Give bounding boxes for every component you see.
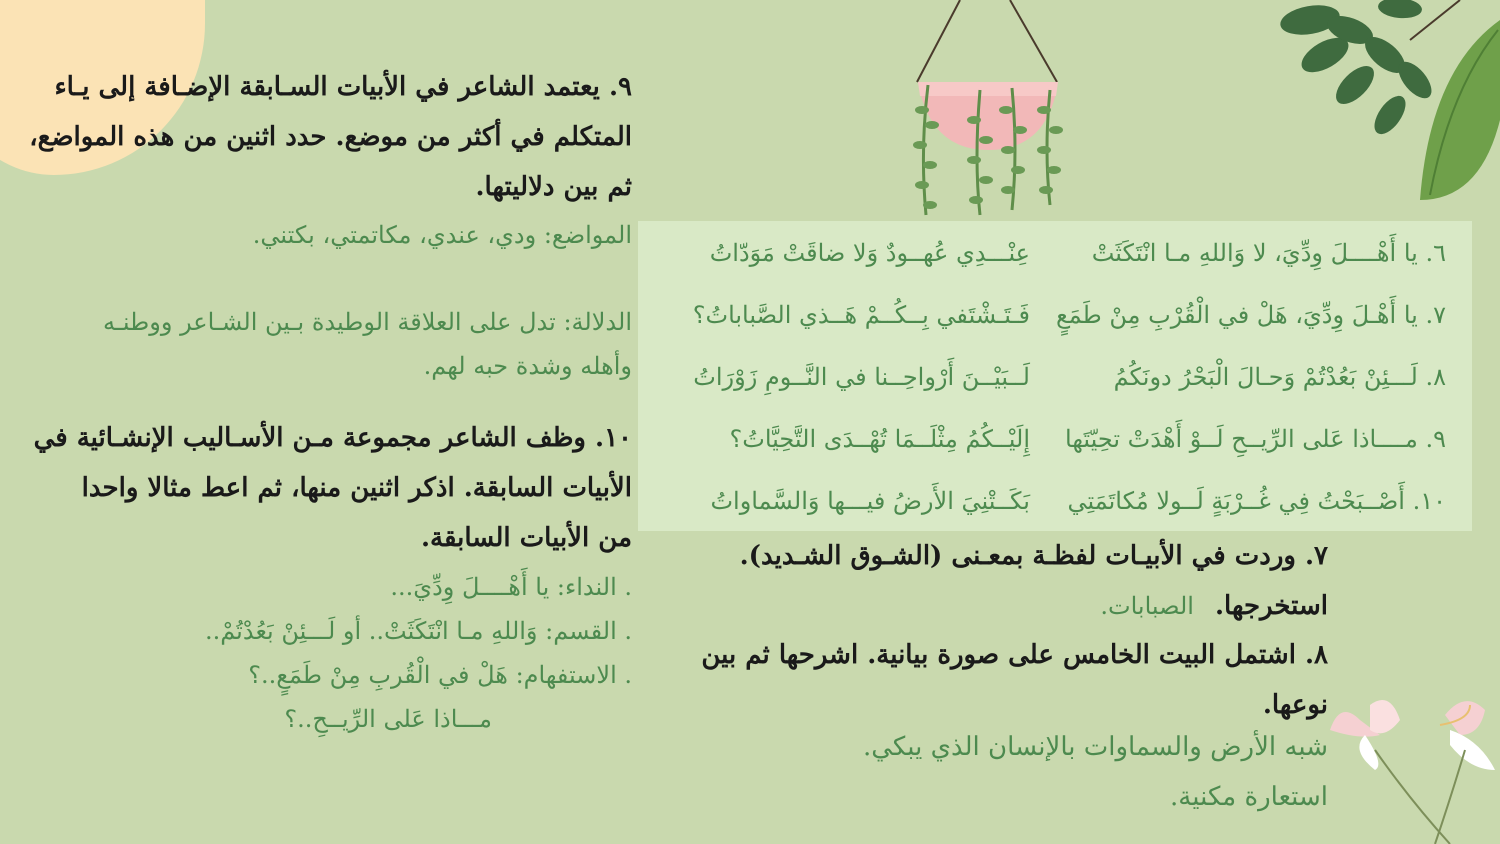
poem-verse: [638, 221, 1472, 283]
answer-7: الصبابات.: [1100, 592, 1194, 620]
answer-10-line: . القسم: وَاللهِ مـا انْتَكَثَتْ.. أو لَـــئِنْ بَعُدْتُمْ..: [204, 617, 632, 645]
poem-verse: [638, 283, 1472, 345]
question-9: [12, 62, 632, 212]
answer-8-line: شبه الأرض والسماوات بالإنسان الذي يبكي.: [863, 732, 1328, 762]
answer-10-line: مـــاذا عَلى الرِّيــحِ..؟: [284, 705, 492, 733]
poem-panel: [638, 221, 1472, 531]
poem-second-hemistich: عِنْـــدِي عُهــودٌ وَلا ضاقَتْ مَوَدّاتُ: [709, 239, 1030, 267]
question-9-line: ٩. يعتمد الشاعر في الأبيات السـابقة الإضـافة إلى يـاء: [54, 72, 632, 102]
question-10-line: ١٠. وظف الشاعر مجموعة مـن الأسـاليب الإنشـائية في: [33, 423, 632, 453]
poem-first-hemistich: ١٠. أَصْــبَحْتُ فِي غُــرْبَةٍ لَــولا مُكاتَمَتِي: [1067, 487, 1446, 515]
question-7-line: [668, 581, 1328, 631]
question-10-line: من الأبيات السابقة.: [421, 523, 632, 553]
poem-second-hemistich: لَــبَيْــنَ أَرْواحِــنا في النَّــومِ زَوْرَاتُ: [693, 363, 1030, 391]
poem-second-hemistich: إِلَيْــكُمُ مِثْلَــمَا تُهْــدَى التَّحِيَّاتُ؟: [729, 425, 1030, 453]
poem-first-hemistich: ٧. يا أَهْـلَ وِدِّيَ، هَلْ في الْقُرْبِ مِنْ طَمَعٍ: [1055, 301, 1446, 329]
poem-first-hemistich: ٩. مــــاذا عَلى الرِّيــحِ لَــوْ أَهْدَتْ تحِيّتَها: [1065, 425, 1446, 453]
answer-8-line: استعارة مكنية.: [1170, 782, 1328, 812]
answer-9-meaning: [12, 300, 632, 388]
hanging-plant-icon: [900, 0, 1075, 225]
monstera-leaf-icon: [1280, 0, 1500, 215]
answer-8: [668, 722, 1328, 822]
question-8: [668, 630, 1328, 730]
poem-verse: [638, 407, 1472, 469]
question-10-line: الأبيات السابقة. اذكر اثنين منها، ثم اعط مثالا واحدا: [81, 473, 632, 503]
question-8-line: نوعها.: [1262, 690, 1328, 720]
poem-verse: [638, 345, 1472, 407]
question-10: [12, 413, 632, 563]
flower-icon: [1330, 690, 1500, 844]
answer-9-places: المواضع: ودي، عندي، مكاتمتي، بكتني.: [252, 221, 632, 249]
question-7-line: استخرجها.: [1214, 591, 1328, 621]
answer-10: [92, 565, 632, 741]
question-9-line: المتكلم في أكثر من موضع. حدد اثنين من هذه المواضع،: [29, 122, 632, 152]
question-8-line: ٨. اشتمل البيت الخامس على صورة بيانية. اشرحها ثم بين: [701, 640, 1328, 670]
answer-9-meaning-line: الدلالة: تدل على العلاقة الوطيدة بـين الشـاعر ووطنـه: [103, 308, 632, 336]
answer-10-line: . النداء: يا أَهْــــلَ وِدِّيَ...: [390, 573, 632, 601]
poem-second-hemistich: بَكَــتْنِيَ الأَرضُ فيـــها وَالسَّماواتُ: [710, 487, 1030, 515]
poem-first-hemistich: ٦. يا أَهْــــلَ وِدِّيَ، لا وَاللهِ مـا انْتَكَثَتْ: [1091, 239, 1446, 267]
answer-9-meaning-line: وأهله وشدة حبه لهم.: [423, 352, 632, 380]
question-9-line: ثم بين دلاليتها.: [475, 172, 632, 202]
poem-first-hemistich: ٨. لَـــئِنْ بَعُدْتُمْ وَحـالَ الْبَحْرُ دونَكُمُ: [1113, 363, 1446, 391]
poem-verse: [638, 469, 1472, 531]
question-7: [668, 531, 1328, 631]
answer-10-line: . الاستفهام: هَلْ في الْقُربِ مِنْ طَمَعٍ..؟: [248, 661, 632, 689]
question-7-line: ٧. وردت في الأبيـات لفظـة بمعـنى (الشـوق الشـديد).: [739, 541, 1328, 571]
poem-second-hemistich: فَـتَـشْتَفي بِــكُــمْ هَــذي الصَّباباتُ؟: [692, 301, 1030, 329]
